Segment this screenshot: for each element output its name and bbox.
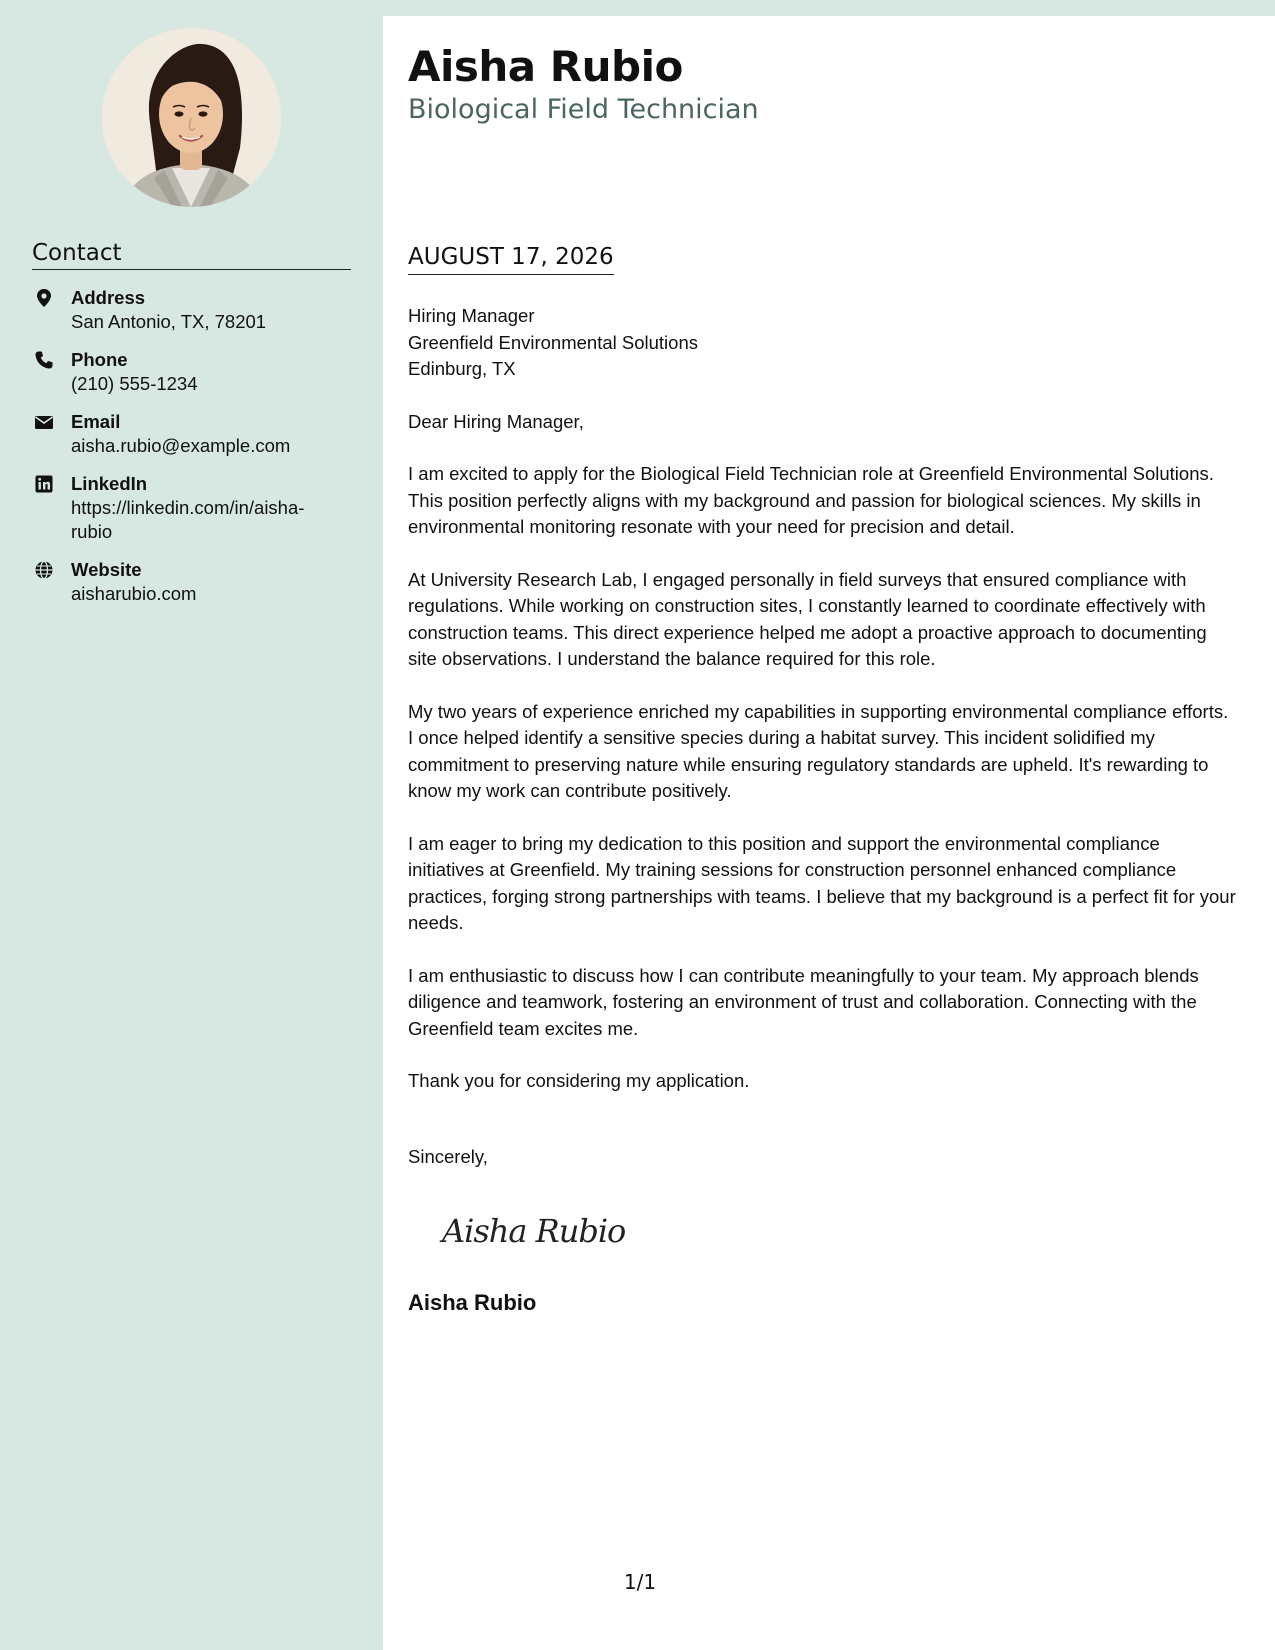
letter-body (408, 303, 1238, 1121)
phone-icon (34, 350, 54, 370)
letter-paragraph: Thank you for considering my application. (408, 1070, 750, 1091)
envelope-icon (34, 412, 54, 432)
contact-list (32, 286, 352, 620)
recipient-line: Greenfield Environmental Solutions (408, 331, 698, 353)
linkedin-icon (34, 474, 54, 494)
contact-value: (210) 555-1234 (71, 373, 198, 394)
recipient-block (408, 303, 1238, 383)
contact-value[interactable]: aisharubio.com (71, 583, 197, 604)
profile-photo (102, 28, 281, 207)
applicant-name: Aisha Rubio (408, 42, 683, 91)
signature-text: Aisha Rubio (442, 1212, 626, 1250)
contact-label: Phone (71, 349, 128, 370)
contact-label: LinkedIn (71, 473, 148, 494)
applicant-title: Biological Field Technician (408, 94, 759, 125)
contact-website (32, 558, 352, 606)
handwritten-signature (438, 1206, 658, 1256)
letter-paragraph: I am enthusiastic to discuss how I can contribute meaningfully to your team. My approach blends diligence and teamwork, fostering an environment of trust and collaboration. Connecting with the Greenfield team excites me. (408, 964, 1199, 1039)
closing: Sincerely, (408, 1146, 488, 1167)
contact-value: San Antonio, TX, 78201 (71, 311, 267, 332)
letter-paragraph: My two years of experience enriched my capabilities in supporting environmental compliance efforts. I once helped identify a sensitive species during a habitat survey. This incident solidified my commitment to preserving nature while ensuring regulatory standards are upheld. It's rewarding to know my work can contribute positively. (408, 700, 1229, 801)
contact-heading: Contact (32, 240, 351, 270)
contact-label: Email (71, 411, 121, 432)
letter-paragraph: I am excited to apply for the Biological Field Technician role at Greenfield Environmental Solutions. This position perfectly aligns with my background and passion for biological sciences. My skills in environmental monitoring resonate with your need for precision and detail. (408, 463, 1214, 537)
recipient-line: Edinburg, TX (408, 358, 516, 379)
portrait-illustration (102, 28, 281, 207)
globe-icon (34, 560, 54, 580)
contact-linkedin (32, 472, 352, 544)
contact-label: Website (71, 559, 142, 580)
letter-date: AUGUST 17, 2026 (408, 244, 614, 275)
contact-address (32, 286, 352, 334)
contact-label: Address (71, 287, 146, 308)
contact-phone (32, 348, 352, 396)
letter-paragraph: I am eager to bring my dedication to this position and support the environmental compliance initiatives at Greenfield. My training sessions for construction personnel enhanced compliance practices, forging strong partnerships with teams. I believe that my background is a perfect fit for your needs. (408, 832, 1236, 933)
salutation: Dear Hiring Manager, (408, 410, 584, 432)
page-number: 1/1 (623, 1570, 657, 1594)
contact-email (32, 410, 352, 458)
contact-value[interactable]: https://linkedin.com/in/aisha-rubio (71, 497, 305, 542)
signed-name: Aisha Rubio (408, 1290, 537, 1315)
recipient-line: Hiring Manager (408, 305, 535, 326)
contact-value: aisha.rubio@example.com (71, 435, 291, 456)
letter-paragraph: At University Research Lab, I engaged personally in field surveys that ensured compliance with regulations. While working on construction sites, I constantly learned to coordinate effectively with construction teams. This direct experience helped me adopt a proactive approach to documenting site observations. I understand the balance required for this role. (408, 568, 1207, 669)
map-pin-icon (34, 288, 54, 308)
sidebar (0, 0, 383, 1650)
